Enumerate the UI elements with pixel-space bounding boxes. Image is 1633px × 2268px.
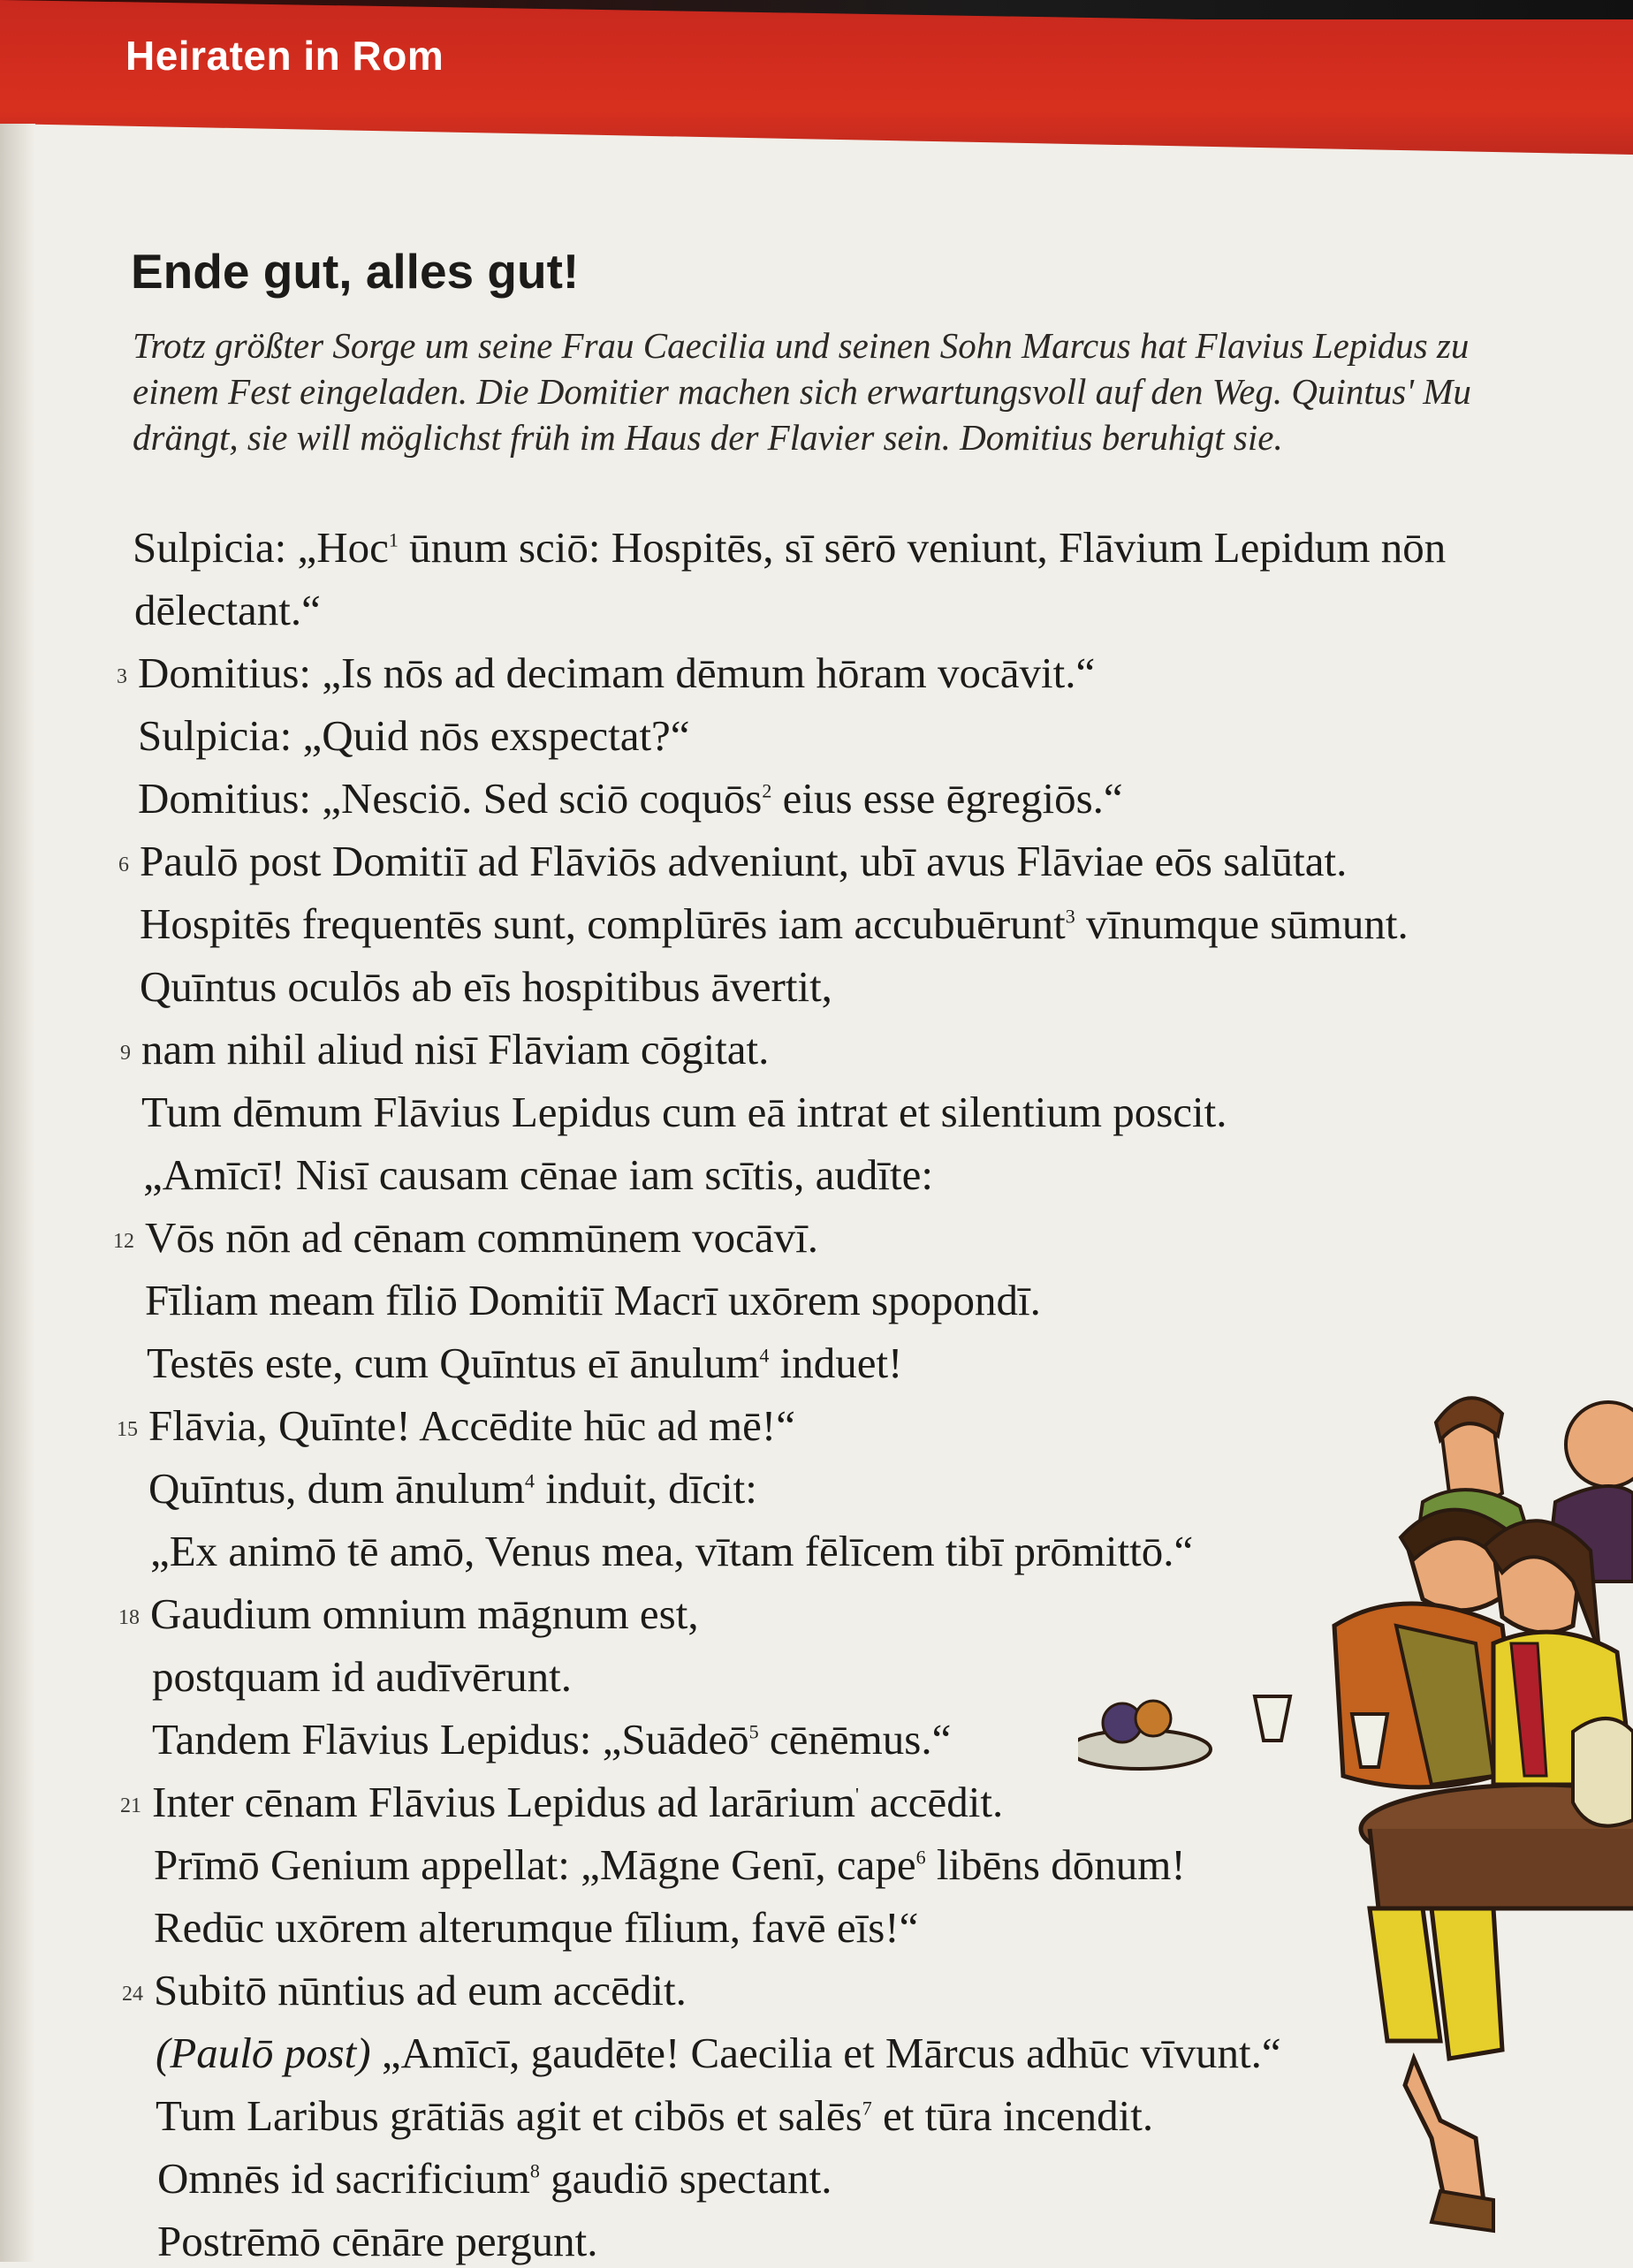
footnote-marker: '	[855, 1783, 859, 1806]
line-text: eius esse ēgregiōs.“	[771, 774, 1123, 823]
intro-paragraph	[133, 322, 1633, 460]
line-text: Fīliam meam fīliō Domitiī Macrī uxōrem spopondī.	[145, 1276, 1041, 1324]
text-line	[154, 1839, 1186, 1892]
footnote-marker: 8	[529, 2159, 540, 2182]
line-text: induet!	[769, 1339, 903, 1387]
line-text: libēns dōnum!	[925, 1840, 1186, 1889]
text-line	[147, 1337, 902, 1390]
footnote-marker: 6	[915, 1846, 926, 1869]
text-line	[134, 584, 321, 637]
couch-drape	[1370, 1908, 1502, 2231]
footnote-marker: 2	[762, 779, 772, 802]
line-text: Tandem Flāvius Lepidus: „Suādeō	[152, 1715, 749, 1764]
intro-line: einem Fest eingeladen. Die Domitier machen sich erwartungsvoll auf den Weg. Quintus' Mu	[133, 371, 1471, 412]
text-line	[154, 1901, 918, 1954]
line-text: vīnumque sūmunt.	[1075, 899, 1409, 948]
text-line	[141, 1086, 1227, 1139]
footnote-marker: 3	[1065, 905, 1075, 928]
line-text: ūnum sciō: Hospitēs, sī sērō veniunt, Flāvium Lepidum nōn	[398, 523, 1447, 572]
text-line	[145, 1274, 1041, 1327]
line-number: 9	[120, 1042, 131, 1065]
text-line	[148, 1462, 757, 1515]
line-text: Testēs este, cum Quīntus eī ānulum	[147, 1339, 760, 1387]
text-line	[150, 1525, 1193, 1578]
line-number: 6	[118, 853, 129, 876]
page-gutter-shadow	[0, 124, 35, 2262]
text-line	[133, 521, 1446, 574]
line-number: 18	[118, 1606, 140, 1629]
chapter-title: Heiraten in Rom	[125, 33, 444, 79]
footnote-marker: 7	[862, 2097, 872, 2120]
line-text: Flāvia, Quīnte! Accēdite hūc ad mē!“	[148, 1401, 795, 1450]
text-line	[138, 772, 1123, 825]
line-text: Vōs nōn ad cēnam commūnem vocāvī.	[145, 1213, 819, 1262]
text-line	[143, 1149, 933, 1202]
line-text: Gaudium omnium māgnum est,	[150, 1589, 699, 1638]
footnote-marker: 4	[759, 1344, 770, 1367]
footnote-marker: 5	[748, 1720, 759, 1743]
line-number: 24	[122, 1983, 143, 2006]
line-text: Domitius: „Nesciō. Sed sciō coquōs	[138, 774, 763, 823]
text-line	[140, 835, 1347, 888]
footnote-marker: 4	[525, 1469, 535, 1492]
text-line	[138, 647, 1095, 700]
text-line	[152, 1713, 951, 1766]
text-line	[145, 1211, 818, 1264]
line-text: gaudiō spectant.	[539, 2154, 832, 2203]
text-line	[154, 1964, 687, 2017]
intro-line: drängt, sie will möglichst früh im Haus der Flavier sein. Domitius beruhigt sie.	[133, 417, 1283, 458]
banquet-illustration	[1078, 1361, 1633, 2262]
line-text: „Amīcī, gaudēte! Caecilia et Mārcus adhūc vīvunt.“	[370, 2029, 1281, 2077]
line-text: Tum dēmum Flāvius Lepidus cum eā intrat et silentium poscit.	[141, 1088, 1227, 1136]
line-text: Postrēmō cēnāre pergunt.	[157, 2217, 598, 2265]
text-line	[156, 2090, 1153, 2143]
text-line	[141, 1023, 769, 1076]
text-line	[157, 2215, 597, 2268]
line-text: Subitō nūntius ad eum accēdit.	[154, 1966, 687, 2014]
line-text: Prīmō Genium appellat: „Māgne Genī, cape	[154, 1840, 916, 1889]
line-text: Quīntus, dum ānulum	[148, 1464, 526, 1513]
line-text: accēdit.	[858, 1778, 1004, 1826]
line-text: Sulpicia: „Quid nōs exspectat?“	[138, 711, 690, 760]
line-text: Hospitēs frequentēs sunt, complūrēs iam accubuērunt	[140, 899, 1066, 948]
text-line	[152, 1650, 572, 1703]
line-number: 21	[120, 1794, 141, 1817]
section-heading: Ende gut, alles gut!	[131, 244, 580, 299]
text-line	[140, 960, 832, 1013]
line-number: 12	[113, 1230, 134, 1253]
line-text: Redūc uxōrem alterumque fīlium, favē eīs!“	[154, 1903, 919, 1952]
text-line	[150, 1588, 699, 1641]
line-text: postquam id audīvērunt.	[152, 1652, 572, 1701]
line-text: Quīntus oculōs ab eīs hospitibus āvertit,	[140, 962, 832, 1011]
footnote-marker: 1	[388, 528, 399, 551]
text-line	[148, 1399, 795, 1453]
line-text: Domitius: „Is nōs ad decimam dēmum hōram vocāvit.“	[138, 649, 1096, 697]
line-text: et tūra incendit.	[871, 2091, 1154, 2140]
text-line	[138, 709, 690, 762]
line-text: dēlectant.“	[134, 586, 321, 634]
line-text: induit, dīcit:	[535, 1464, 757, 1513]
line-text: nam nihil aliud nisī Flāviam cōgitat.	[141, 1025, 770, 1073]
intro-line: Trotz größter Sorge um seine Frau Caecilia und seinen Sohn Marcus hat Flavius Lepidus zu	[133, 325, 1470, 366]
line-text: Tum Laribus grātiās agit et cibōs et salēs	[156, 2091, 862, 2140]
line-text: Sulpicia: „Hoc	[133, 523, 389, 572]
line-text: Paulō post Domitiī ad Flāviōs adveniunt, ubī avus Flāviae eōs salūtat.	[140, 837, 1348, 885]
line-text: cēnēmus.“	[758, 1715, 952, 1764]
line-text: „Ex animō tē amō, Venus mea, vītam fēlīcem tibī prōmittō.“	[150, 1527, 1194, 1575]
text-line	[152, 1776, 1003, 1829]
line-number: 3	[117, 665, 127, 688]
line-text: „Amīcī! Nisī causam cēnae iam scītis, audīte:	[143, 1150, 933, 1199]
italic-note: (Paulō post)	[156, 2029, 371, 2077]
text-line	[157, 2152, 832, 2205]
line-text: Inter cēnam Flāvius Lepidus ad larārium	[152, 1778, 855, 1826]
line-number: 15	[117, 1418, 138, 1441]
line-text: Omnēs id sacrificium	[157, 2154, 530, 2203]
text-line	[140, 898, 1409, 951]
